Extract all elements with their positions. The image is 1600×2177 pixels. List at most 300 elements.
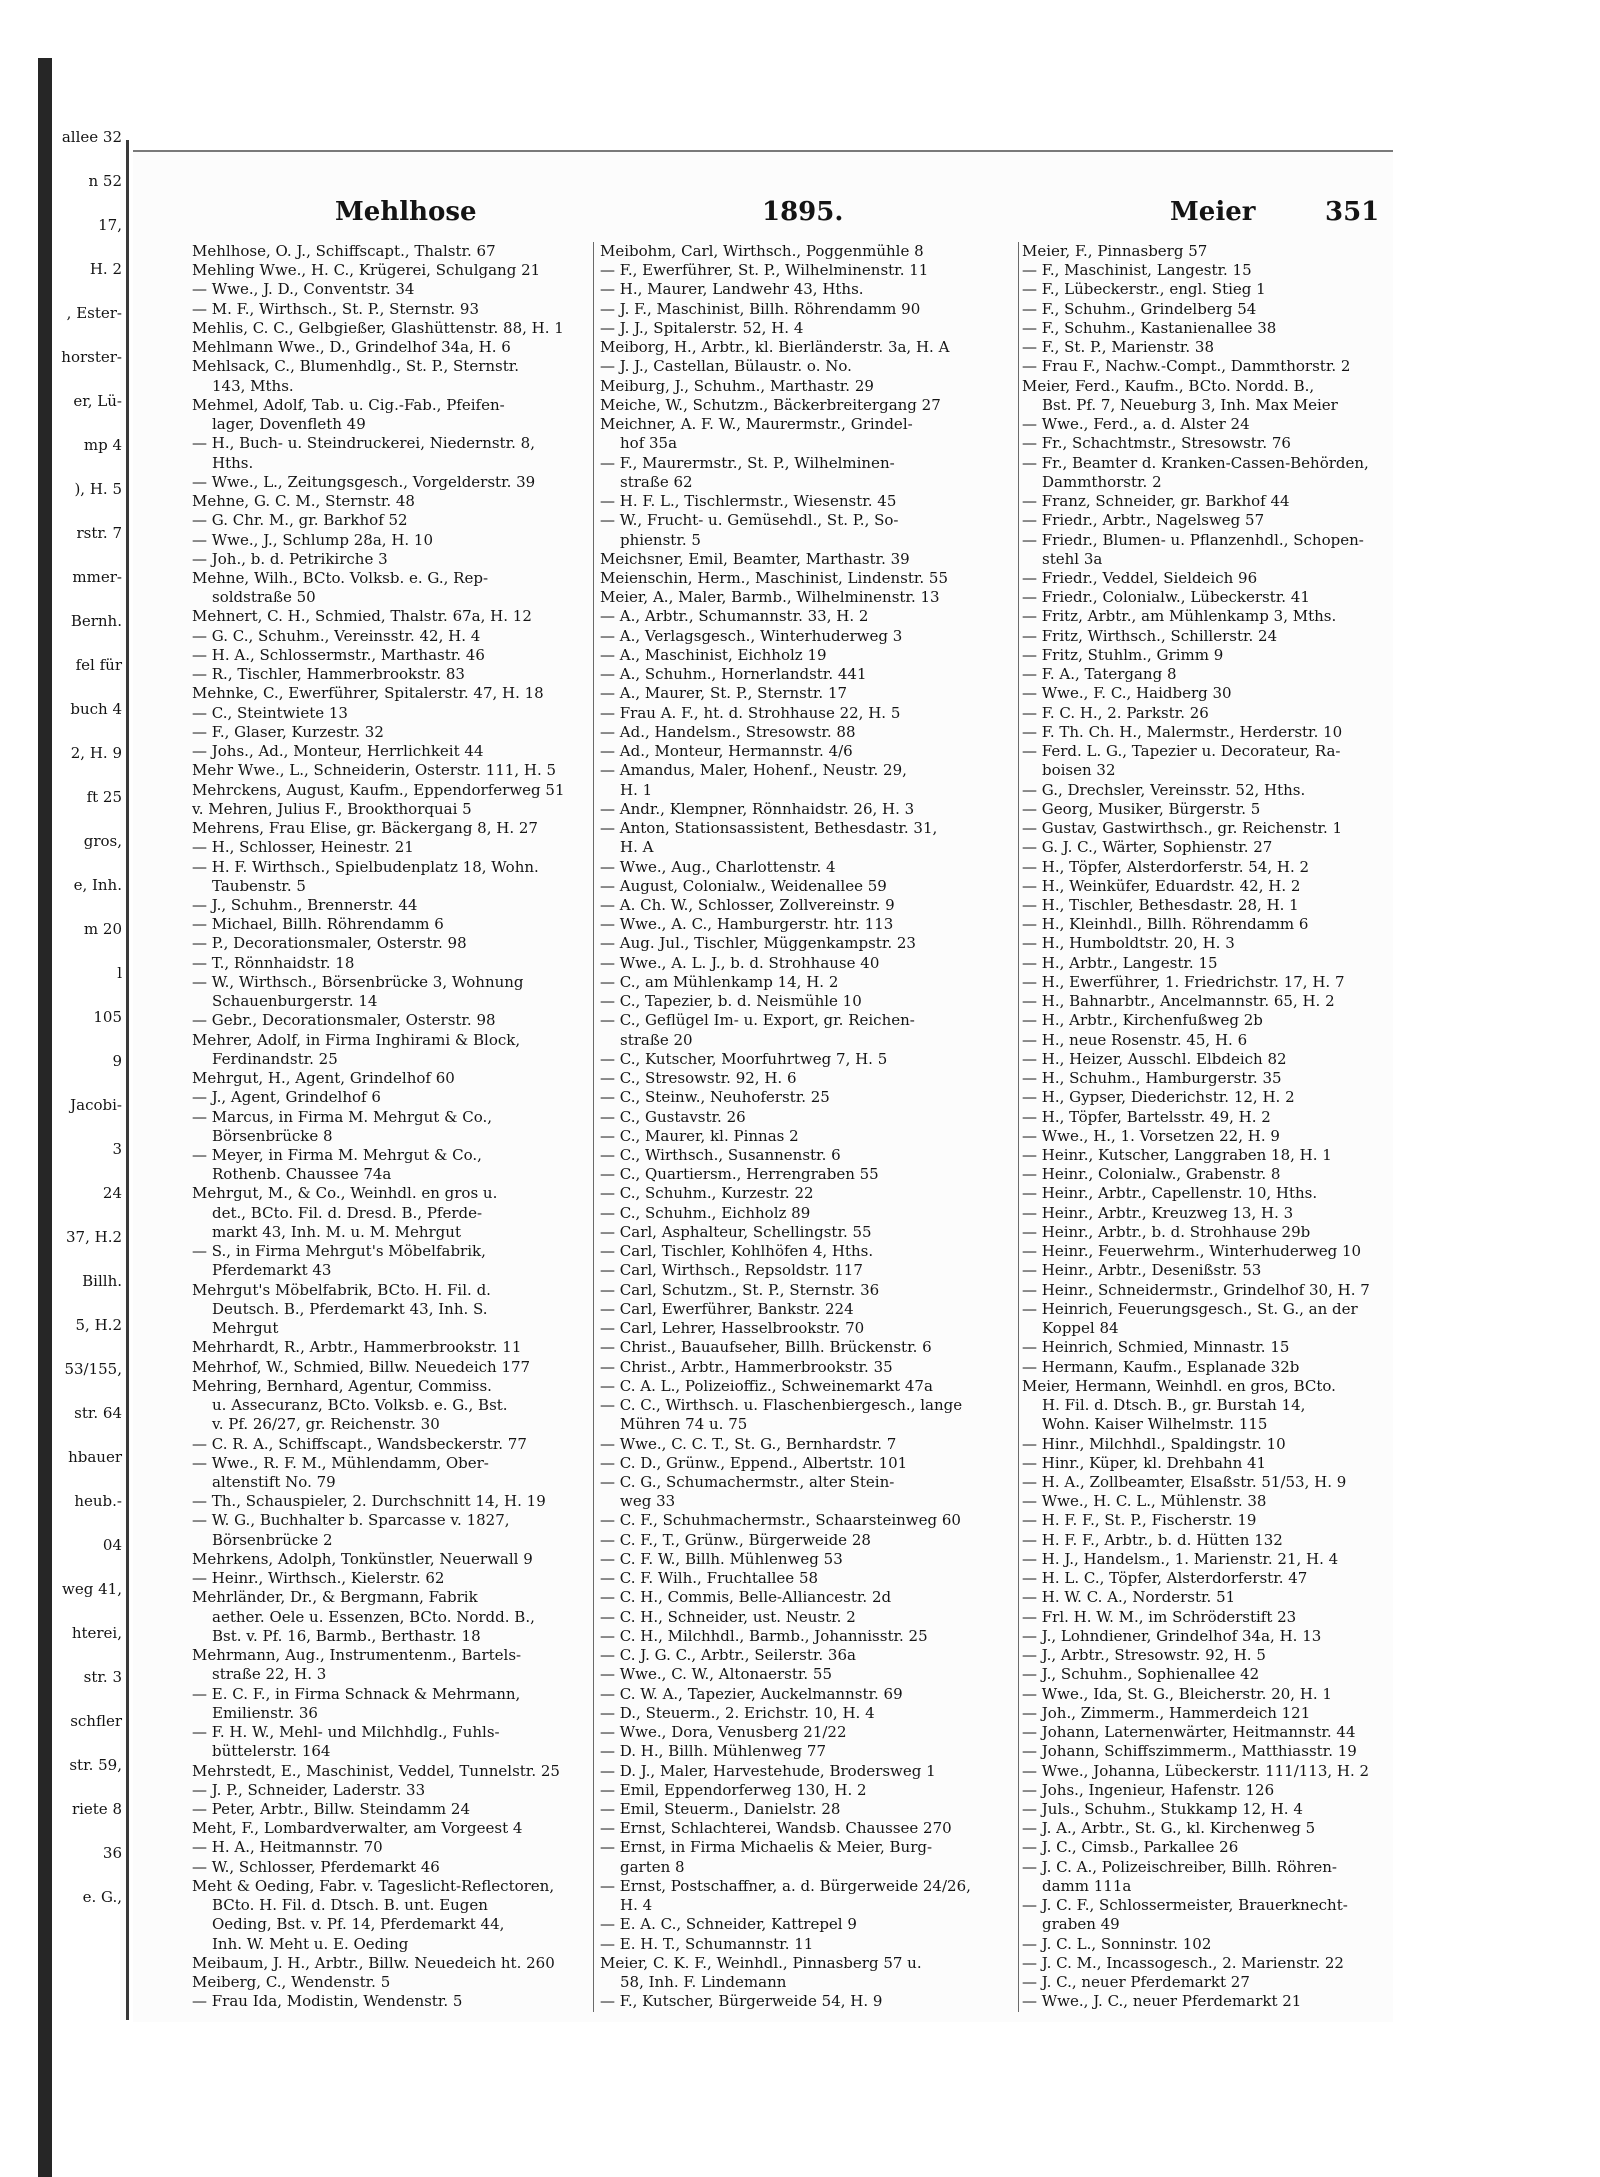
directory-entry: Meibaum, J. H., Arbtr., Billw. Neuedeich ht. 260 <box>192 1953 555 1972</box>
directory-entry: Mehrhof, W., Schmied, Billw. Neuedeich 177 <box>192 1357 531 1376</box>
directory-entry-continuation: altenstift No. 79 <box>212 1473 336 1491</box>
directory-entry: — Heinr., Wirthsch., Kielerstr. 62 <box>192 1569 445 1588</box>
directory-entry: — Wwe., C. C. T., St. G., Bernhardstr. 7 <box>600 1434 897 1453</box>
previous-page-fragment: schfler <box>70 1712 122 1730</box>
directory-entry: — F. C. H., 2. Parkstr. 26 <box>1022 703 1209 722</box>
running-head-left: Mehlhose <box>335 197 477 227</box>
directory-entry: — Juls., Schuhm., Stukkamp 12, H. 4 <box>1022 1799 1303 1818</box>
previous-page-fragment: er, Lü- <box>73 392 122 410</box>
directory-entry: — Wwe., Ida, St. G., Bleicherstr. 20, H. 1 <box>1022 1684 1332 1703</box>
directory-entry-continuation: Rothenb. Chaussee 74a <box>212 1165 392 1184</box>
directory-entry: — Wwe., F. C., Haidberg 30 <box>1022 684 1232 703</box>
directory-entry: — Hermann, Kaufm., Esplanade 32b <box>1022 1357 1300 1376</box>
directory-entry: — C. R. A., Schiffscapt., Wandsbeckerstr. 77 <box>192 1434 527 1453</box>
directory-entry: — J. C. L., Sonninstr. 102 <box>1022 1934 1212 1953</box>
directory-entry: — G., Drechsler, Vereinsstr. 52, Hths. <box>1022 780 1306 799</box>
directory-entry: — Friedr., Colonialw., Lübeckerstr. 41 <box>1022 588 1310 607</box>
directory-entry: — Carl, Wirthsch., Repsoldstr. 117 <box>600 1261 863 1280</box>
previous-page-fragment: 04 <box>102 1536 122 1554</box>
column-rule <box>593 242 594 2012</box>
directory-entry: — Aug. Jul., Tischler, Müggenkampstr. 23 <box>600 934 916 953</box>
directory-entry: Mehrkens, Adolph, Tonkünstler, Neuerwall 9 <box>192 1549 533 1568</box>
directory-entry: — Carl, Lehrer, Hasselbrookstr. 70 <box>600 1319 865 1338</box>
directory-entry-continuation: graben 49 <box>1042 1915 1120 1934</box>
directory-entry: — Emil, Steuerm., Danielstr. 28 <box>600 1799 841 1818</box>
directory-entry: — M. F., Wirthsch., St. P., Sternstr. 93 <box>192 299 479 318</box>
directory-entry: — H., Arbtr., Langestr. 15 <box>1022 953 1218 972</box>
directory-entry: — Ernst, Postschaffner, a. d. Bürgerweide 24/26, <box>600 1876 971 1895</box>
previous-page-fragment: m 20 <box>83 920 122 938</box>
directory-entry: — Ad., Handelsm., Stresowstr. 88 <box>600 722 856 741</box>
previous-page-fragment: 37, H.2 <box>65 1228 122 1246</box>
directory-entry: — C. F., Schuhmachermstr., Schaarsteinweg 60 <box>600 1511 961 1530</box>
directory-entry: — Wwe., J., Schlump 28a, H. 10 <box>192 530 434 549</box>
previous-page-fragment: ft 25 <box>86 788 122 806</box>
directory-entry: — Hinr., Küper, kl. Drehbahn 41 <box>1022 1453 1267 1472</box>
directory-entry: — D. H., Billh. Mühlenweg 77 <box>600 1742 826 1761</box>
running-head-year: 1895. <box>762 197 844 227</box>
directory-entry-continuation: det., BCto. Fil. d. Dresd. B., Pferde- <box>212 1203 483 1222</box>
previous-page-fragment: l <box>117 964 122 982</box>
directory-entry: — T., Rönnhaidstr. 18 <box>192 953 355 972</box>
directory-entry-continuation: soldstraße 50 <box>212 588 316 607</box>
directory-entry: — Frau F., Nachw.-Compt., Dammthorstr. 2 <box>1022 357 1351 376</box>
directory-entry: — Carl, Ewerführer, Bankstr. 224 <box>600 1299 854 1318</box>
directory-entry: — W., Frucht- u. Gemüsehdl., St. P., So- <box>600 511 899 530</box>
directory-entry: — J. A., Arbtr., St. G., kl. Kirchenweg 5 <box>1022 1819 1316 1838</box>
directory-entry: — D., Steuerm., 2. Erichstr. 10, H. 4 <box>600 1703 875 1722</box>
directory-entry-continuation: büttelerstr. 164 <box>212 1742 331 1761</box>
directory-entry: — H., Schuhm., Hamburgerstr. 35 <box>1022 1069 1282 1088</box>
directory-entry: Meier, F., Pinnasberg 57 <box>1022 242 1208 260</box>
previous-page-fragment: mp 4 <box>83 436 122 454</box>
directory-entry: — C. H., Milchhdl., Barmb., Johannisstr. 25 <box>600 1626 928 1645</box>
directory-entry-continuation: Hths. <box>212 453 254 472</box>
directory-entry: — F., Maurermstr., St. P., Wilhelminen- <box>600 453 895 472</box>
directory-entry: — H., Töpfer, Bartelsstr. 49, H. 2 <box>1022 1107 1271 1126</box>
previous-page-fragment: fel für <box>75 656 122 674</box>
directory-entry: — A., Maurer, St. P., Sternstr. 17 <box>600 684 848 703</box>
previous-page-fragment: Bernh. <box>70 612 122 630</box>
directory-entry: — Wwe., Ferd., a. d. Alster 24 <box>1022 415 1250 434</box>
directory-entry: — W., Schlosser, Pferdemarkt 46 <box>192 1857 440 1876</box>
directory-entry: — E. A. C., Schneider, Kattrepel 9 <box>600 1915 857 1934</box>
directory-entry: — G. Chr. M., gr. Barkhof 52 <box>192 511 408 530</box>
directory-entry: — C., Quartiersm., Herrengraben 55 <box>600 1165 879 1184</box>
directory-entry: — Joh., Zimmerm., Hammerdeich 121 <box>1022 1703 1311 1722</box>
directory-entry: Mehlsack, C., Blumenhdlg., St. P., Sternstr. <box>192 357 520 376</box>
directory-entry: Mehnke, C., Ewerführer, Spitalerstr. 47, H. 18 <box>192 684 544 703</box>
directory-entry: — F., Maschinist, Langestr. 15 <box>1022 261 1252 280</box>
directory-entry: Mehrmann, Aug., Instrumentenm., Bartels- <box>192 1646 522 1665</box>
directory-entry: — F., Lübeckerstr., engl. Stieg 1 <box>1022 280 1266 299</box>
directory-entry: — C. G., Schumachermstr., alter Stein- <box>600 1473 895 1491</box>
directory-entry: Mehrgut's Möbelfabrik, BCto. H. Fil. d. <box>192 1280 491 1299</box>
previous-page-fragment: rstr. 7 <box>76 524 122 542</box>
directory-entry: — Heinr., Colonialw., Grabenstr. 8 <box>1022 1165 1281 1184</box>
directory-entry: — Ernst, in Firma Michaelis & Meier, Burg- <box>600 1838 933 1857</box>
directory-entry: — H. L. C., Töpfer, Alsterdorferstr. 47 <box>1022 1569 1308 1588</box>
previous-page-fragment: heub.- <box>74 1492 122 1510</box>
directory-entry: — S., in Firma Mehrgut's Möbelfabrik, <box>192 1242 486 1261</box>
previous-page-fragment: 3 <box>112 1140 122 1158</box>
directory-entry: — Amandus, Maler, Hohenf., Neustr. 29, <box>600 761 907 780</box>
directory-entry: Mehrckens, August, Kaufm., Eppendorferweg 51 <box>192 780 565 799</box>
previous-page-fragment: 17, <box>98 216 122 234</box>
directory-entry: — Friedr., Blumen- u. Pflanzenhdl., Schopen- <box>1022 530 1364 549</box>
directory-entry: — F., Ewerführer, St. P., Wilhelminenstr. 11 <box>600 261 929 280</box>
directory-entry: Mehne, G. C. M., Sternstr. 48 <box>192 492 415 511</box>
directory-entry: — Frau Ida, Modistin, Wendenstr. 5 <box>192 1992 463 2011</box>
previous-page-fragment: e, Inh. <box>73 876 122 894</box>
directory-entry: — H., Weinküfer, Eduardstr. 42, H. 2 <box>1022 876 1301 895</box>
directory-entry: — A., Arbtr., Schumannstr. 33, H. 2 <box>600 607 869 626</box>
directory-entry: — Heinr., Schneidermstr., Grindelhof 30, H. 7 <box>1022 1280 1370 1299</box>
directory-entry: Meier, A., Maler, Barmb., Wilhelminenstr. 13 <box>600 588 940 607</box>
directory-entry-continuation: stehl 3a <box>1042 549 1103 568</box>
directory-entry: — Christ., Arbtr., Hammerbrookstr. 35 <box>600 1357 893 1376</box>
directory-entry: — Anton, Stationsassistent, Bethesdastr. 31, <box>600 819 938 838</box>
directory-entry: — E. H. T., Schumannstr. 11 <box>600 1934 814 1953</box>
directory-entry: — J. C., neuer Pferdemarkt 27 <box>1022 1973 1250 1992</box>
directory-entry: — H., Heizer, Ausschl. Elbdeich 82 <box>1022 1049 1287 1068</box>
directory-entry: — C., am Mühlenkamp 14, H. 2 <box>600 972 839 991</box>
directory-entry: — G. C., Schuhm., Vereinsstr. 42, H. 4 <box>192 626 481 645</box>
previous-page-fragment: str. 64 <box>74 1404 122 1422</box>
directory-entry: — C., Schuhm., Eichholz 89 <box>600 1203 811 1222</box>
book-binding-shadow <box>38 58 52 2177</box>
directory-entry: — C., Steintwiete 13 <box>192 703 348 722</box>
directory-entry: Mehr Wwe., L., Schneiderin, Osterstr. 111, H. 5 <box>192 761 557 780</box>
directory-entry-continuation: 58, Inh. F. Lindemann <box>620 1973 787 1992</box>
directory-entry: — Marcus, in Firma M. Mehrgut & Co., <box>192 1107 492 1126</box>
directory-entry-continuation: straße 20 <box>620 1030 693 1049</box>
directory-entry: — Carl, Asphalteur, Schellingstr. 55 <box>600 1222 872 1241</box>
directory-entry: — C. F., T., Grünw., Bürgerweide 28 <box>600 1530 871 1549</box>
previous-page-fragment: , Ester- <box>66 304 122 322</box>
directory-entry: Meier, Ferd., Kaufm., BCto. Nordd. B., <box>1022 376 1315 395</box>
directory-entry: — J. C. A., Polizeischreiber, Billh. Röhren- <box>1022 1857 1337 1876</box>
directory-entry: — F., Schuhm., Grindelberg 54 <box>1022 299 1257 318</box>
directory-entry: — H. F. F., St. P., Fischerstr. 19 <box>1022 1511 1257 1530</box>
directory-entry: — H., Schlosser, Heinestr. 21 <box>192 838 414 857</box>
directory-entry-continuation: Emilienstr. 36 <box>212 1703 318 1722</box>
previous-page-fragment: str. 3 <box>83 1668 122 1686</box>
directory-entry: — Friedr., Arbtr., Nagelsweg 57 <box>1022 511 1265 530</box>
directory-entry-continuation: Inh. W. Meht u. E. Oeding <box>212 1934 409 1953</box>
previous-page-fragment: str. 59, <box>69 1756 122 1774</box>
directory-entry: — Georg, Musiker, Bürgerstr. 5 <box>1022 799 1261 818</box>
directory-entry-continuation: H. 4 <box>620 1896 653 1915</box>
directory-entry: — F. H. W., Mehl- und Milchhdlg., Fuhls- <box>192 1723 500 1742</box>
directory-column-1 <box>192 242 588 2012</box>
previous-page-fragment: buch 4 <box>70 700 122 718</box>
directory-entry-continuation: boisen 32 <box>1042 761 1116 780</box>
directory-entry-continuation: 143, Mths. <box>212 376 294 395</box>
directory-entry: — C. C., Wirthsch. u. Flaschenbiergesch., lange <box>600 1396 963 1415</box>
directory-entry: Mehlhose, O. J., Schiffscapt., Thalstr. 67 <box>192 242 496 260</box>
previous-page-fragment: allee 32 <box>61 128 122 146</box>
previous-page-fragment: Billh. <box>82 1272 122 1290</box>
directory-entry: Meier, Hermann, Weinhdl. en gros, BCto. <box>1022 1376 1336 1395</box>
previous-page-fragment: hbauer <box>68 1448 122 1466</box>
directory-entry: — C., Kutscher, Moorfuhrtweg 7, H. 5 <box>600 1049 888 1068</box>
directory-entry: — Wwe., Johanna, Lübeckerstr. 111/113, H. 2 <box>1022 1761 1370 1780</box>
directory-entry: — Joh., b. d. Petrikirche 3 <box>192 549 388 568</box>
directory-entry: Mehring, Bernhard, Agentur, Commiss. <box>192 1376 492 1395</box>
directory-entry: Meichsner, Emil, Beamter, Marthastr. 39 <box>600 549 910 568</box>
directory-entry: Mehrgut, M., & Co., Weinhdl. en gros u. <box>192 1184 498 1203</box>
directory-entry: Mehlis, C. C., Gelbgießer, Glashüttenstr. 88, H. 1 <box>192 318 564 337</box>
directory-entry: — F., St. P., Marienstr. 38 <box>1022 338 1215 357</box>
directory-entry-continuation: Schauenburgerstr. 14 <box>212 992 378 1011</box>
directory-entry: — H., Gypser, Diederichstr. 12, H. 2 <box>1022 1088 1295 1107</box>
directory-entry: — Frl. H. W. M., im Schröderstift 23 <box>1022 1607 1297 1626</box>
directory-entry: Mehrstedt, E., Maschinist, Veddel, Tunnelstr. 25 <box>192 1761 560 1780</box>
directory-entry: — Christ., Bauaufseher, Billh. Brückenstr. 6 <box>600 1338 932 1357</box>
directory-entry: — C., Maurer, kl. Pinnas 2 <box>600 1126 799 1145</box>
directory-entry: — C., Stresowstr. 92, H. 6 <box>600 1069 797 1088</box>
directory-entry: — Th., Schauspieler, 2. Durchschnitt 14, H. 19 <box>192 1492 546 1511</box>
directory-entry: — Fr., Schachtmstr., Stresowstr. 76 <box>1022 434 1291 453</box>
directory-entry: — Heinr., Arbtr., Kreuzweg 13, H. 3 <box>1022 1203 1294 1222</box>
directory-entry: — F., Glaser, Kurzestr. 32 <box>192 722 384 741</box>
previous-page-fragment: 105 <box>93 1008 122 1026</box>
directory-entry: — C., Schuhm., Kurzestr. 22 <box>600 1184 814 1203</box>
directory-entry: — Gustav, Gastwirthsch., gr. Reichenstr. 1 <box>1022 819 1343 838</box>
directory-entry-continuation: Bst. v. Pf. 16, Barmb., Berthastr. 18 <box>212 1626 481 1645</box>
directory-entry: — W. G., Buchhalter b. Sparcasse v. 1827, <box>192 1511 510 1530</box>
directory-entry: — Hinr., Milchhdl., Spaldingstr. 10 <box>1022 1434 1286 1453</box>
directory-entry-continuation: Wohn. Kaiser Wilhelmstr. 115 <box>1042 1415 1268 1434</box>
directory-entry: — H., Maurer, Landwehr 43, Hths. <box>600 280 864 299</box>
directory-entry-continuation: aether. Oele u. Essenzen, BCto. Nordd. B., <box>212 1607 535 1626</box>
directory-entry: — Friedr., Veddel, Sieldeich 96 <box>1022 568 1258 587</box>
directory-entry: Meiborg, H., Arbtr., kl. Bierländerstr. 3a, H. A <box>600 338 950 357</box>
directory-entry-continuation: phienstr. 5 <box>620 530 701 549</box>
page-gutter <box>126 140 129 2020</box>
directory-entry-continuation: Bst. Pf. 7, Neueburg 3, Inh. Max Meier <box>1042 395 1338 414</box>
directory-entry-continuation: Mehrgut <box>212 1319 279 1338</box>
directory-entry: — J. C. M., Incassogesch., 2. Marienstr. 22 <box>1022 1953 1344 1972</box>
directory-entry: — Wwe., A. L. J., b. d. Strohhause 40 <box>600 953 880 972</box>
directory-entry: — A. Ch. W., Schlosser, Zollvereinstr. 9 <box>600 895 895 914</box>
previous-page-fragment: Jacobi- <box>70 1096 122 1114</box>
directory-entry: Mehrländer, Dr., & Bergmann, Fabrik <box>192 1588 478 1607</box>
directory-entry: — C., Gustavstr. 26 <box>600 1107 746 1126</box>
directory-entry: — H., Bahnarbtr., Ancelmannstr. 65, H. 2 <box>1022 992 1335 1011</box>
directory-entry: Mehrgut, H., Agent, Grindelhof 60 <box>192 1069 455 1088</box>
directory-entry: — J. J., Castellan, Bülaustr. o. No. <box>600 357 852 376</box>
directory-entry-continuation: hof 35a <box>620 434 678 453</box>
directory-entry-continuation: Pferdemarkt 43 <box>212 1261 332 1280</box>
directory-entry: — J., Schuhm., Sophienallee 42 <box>1022 1665 1260 1684</box>
previous-page-fragment: 5, H.2 <box>75 1316 122 1334</box>
directory-entry: — Heinr., Arbtr., Capellenstr. 10, Hths. <box>1022 1184 1318 1203</box>
directory-entry: — J. F., Maschinist, Billh. Röhrendamm 90 <box>600 299 921 318</box>
directory-entry: — Wwe., H., 1. Vorsetzen 22, H. 9 <box>1022 1126 1280 1145</box>
directory-entry: — H. F. L., Tischlermstr., Wiesenstr. 45 <box>600 492 897 511</box>
directory-entry: — A., Maschinist, Eichholz 19 <box>600 645 827 664</box>
directory-entry-continuation: Börsenbrücke 2 <box>212 1530 333 1549</box>
directory-column-2 <box>600 242 1014 2012</box>
directory-entry: Mehmel, Adolf, Tab. u. Cig.-Fab., Pfeifen- <box>192 395 505 414</box>
directory-entry: — C. H., Schneider, ust. Neustr. 2 <box>600 1607 856 1626</box>
directory-entry: — Wwe., R. F. M., Mühlendamm, Ober- <box>192 1453 489 1472</box>
directory-entry: — H. J., Handelsm., 1. Marienstr. 21, H. 4 <box>1022 1549 1339 1568</box>
directory-entry: — C., Geflügel Im- u. Export, gr. Reichen- <box>600 1011 915 1030</box>
directory-entry: — H. F. F., Arbtr., b. d. Hütten 132 <box>1022 1530 1283 1549</box>
directory-entry: — Carl, Schutzm., St. P., Sternstr. 36 <box>600 1280 880 1299</box>
directory-entry-continuation: Dammthorstr. 2 <box>1042 472 1162 491</box>
directory-entry: Meienschin, Herm., Maschinist, Lindenstr. 55 <box>600 568 948 587</box>
directory-entry: Meichner, A. F. W., Maurermstr., Grindel- <box>600 415 913 434</box>
directory-entry: Mehnert, C. H., Schmied, Thalstr. 67a, H. 12 <box>192 607 532 626</box>
directory-entry: — H. W. C. A., Norderstr. 51 <box>1022 1588 1236 1607</box>
directory-entry: — Heinr., Arbtr., b. d. Strohhause 29b <box>1022 1222 1311 1241</box>
directory-entry: — C. F. Wilh., Fruchtallee 58 <box>600 1569 819 1588</box>
directory-entry: Meiberg, C., Wendenstr. 5 <box>192 1973 391 1992</box>
previous-page-fragment: riete 8 <box>71 1800 122 1818</box>
directory-entry-continuation: markt 43, Inh. M. u. M. Mehrgut <box>212 1222 461 1241</box>
directory-entry: — J., Schuhm., Brennerstr. 44 <box>192 895 418 914</box>
directory-entry: — J. J., Spitalerstr. 52, H. 4 <box>600 318 804 337</box>
directory-entry: — H., Tischler, Bethesdastr. 28, H. 1 <box>1022 895 1299 914</box>
directory-entry: — Frau A. F., ht. d. Strohhause 22, H. 5 <box>600 703 901 722</box>
previous-page-fragment: 53/155, <box>64 1360 122 1378</box>
previous-page-fragment: n 52 <box>88 172 122 190</box>
previous-page-fragment: 24 <box>102 1184 122 1202</box>
directory-entry-continuation: Mühren 74 u. 75 <box>620 1415 748 1434</box>
directory-entry: — Wwe., L., Zeitungsgesch., Vorgelderstr. 39 <box>192 472 536 491</box>
directory-entry-continuation: damm 111a <box>1042 1876 1132 1895</box>
directory-entry: — H., Kleinhdl., Billh. Röhrendamm 6 <box>1022 915 1309 934</box>
directory-entry: — Wwe., Aug., Charlottenstr. 4 <box>600 857 836 876</box>
directory-entry: Mehne, Wilh., BCto. Volksb. e. G., Rep- <box>192 568 489 587</box>
directory-entry-continuation: v. Pf. 26/27, gr. Reichenstr. 30 <box>212 1415 440 1434</box>
directory-entry: Meht, F., Lombardverwalter, am Vorgeest 4 <box>192 1819 523 1838</box>
directory-entry: Meht & Oeding, Fabr. v. Tageslicht-Reflectoren, <box>192 1876 555 1895</box>
directory-entry: — C., Tapezier, b. d. Neismühle 10 <box>600 992 862 1011</box>
directory-entry: — Wwe., A. C., Hamburgerstr. htr. 113 <box>600 915 894 934</box>
previous-page-fragment: hterei, <box>71 1624 122 1642</box>
directory-entry: — F., Kutscher, Bürgerweide 54, H. 9 <box>600 1992 883 2011</box>
directory-entry-continuation: Koppel 84 <box>1042 1319 1119 1338</box>
previous-page-fragment: weg 41, <box>62 1580 122 1598</box>
previous-page-fragment: e. G., <box>82 1888 122 1906</box>
directory-entry: — H. F. Wirthsch., Spielbudenplatz 18, Wohn. <box>192 857 539 876</box>
directory-entry: — Carl, Tischler, Kohlhöfen 4, Hths. <box>600 1242 874 1261</box>
directory-entry: v. Mehren, Julius F., Brookthorquai 5 <box>192 799 472 818</box>
directory-entry: Mehlmann Wwe., D., Grindelhof 34a, H. 6 <box>192 338 511 357</box>
directory-entry-continuation: straße 22, H. 3 <box>212 1665 327 1684</box>
directory-entry: — J., Arbtr., Stresowstr. 92, H. 5 <box>1022 1646 1266 1665</box>
directory-entry: — G. J. C., Wärter, Sophienstr. 27 <box>1022 838 1273 857</box>
directory-entry-continuation: H. 1 <box>620 780 653 799</box>
directory-entry: — W., Wirthsch., Börsenbrücke 3, Wohnung <box>192 972 524 991</box>
directory-entry: — J. C. F., Schlossermeister, Brauerknecht- <box>1022 1896 1348 1915</box>
directory-entry: — Wwe., C. W., Altonaerstr. 55 <box>600 1665 832 1684</box>
directory-entry: — H., Arbtr., Kirchenfußweg 2b <box>1022 1011 1263 1030</box>
directory-entry: — H., neue Rosenstr. 45, H. 6 <box>1022 1030 1248 1049</box>
directory-entry: — H., Buch- u. Steindruckerei, Niedernstr. 8, <box>192 434 535 453</box>
directory-entry: — F., Schuhm., Kastanienallee 38 <box>1022 318 1277 337</box>
directory-entry-continuation: Börsenbrücke 8 <box>212 1126 333 1145</box>
previous-page-fragment: H. 2 <box>89 260 122 278</box>
directory-entry: — Johann, Schiffszimmerm., Matthiasstr. 19 <box>1022 1742 1357 1761</box>
directory-entry: Meibohm, Carl, Wirthsch., Poggenmühle 8 <box>600 242 924 260</box>
directory-entry-continuation: u. Assecuranz, BCto. Volksb. e. G., Bst. <box>212 1396 508 1415</box>
previous-page-fragment: horster- <box>61 348 122 366</box>
previous-page-fragment: 2, H. 9 <box>70 744 122 762</box>
directory-entry: — Ernst, Schlachterei, Wandsb. Chaussee 270 <box>600 1819 952 1838</box>
directory-entry: Mehrens, Frau Elise, gr. Bäckergang 8, H. 27 <box>192 819 538 838</box>
directory-entry: — P., Decorationsmaler, Osterstr. 98 <box>192 934 467 953</box>
directory-entry: — H. A., Heitmannstr. 70 <box>192 1838 383 1857</box>
directory-entry: — Johann, Laternenwärter, Heitmannstr. 44 <box>1022 1723 1356 1742</box>
page-number: 351 <box>1325 197 1380 227</box>
directory-entry: Mehrhardt, R., Arbtr., Hammerbrookstr. 11 <box>192 1338 522 1357</box>
previous-page-fragment: mmer- <box>72 568 122 586</box>
directory-entry: — C. J. G. C., Arbtr., Seilerstr. 36a <box>600 1646 856 1665</box>
directory-entry: — C., Steinw., Neuhoferstr. 25 <box>600 1088 830 1107</box>
directory-entry: — Heinr., Arbtr., Desenißstr. 53 <box>1022 1261 1262 1280</box>
directory-entry: — Wwe., H. C. L., Mühlenstr. 38 <box>1022 1492 1267 1511</box>
directory-entry: — Johs., Ingenieur, Hafenstr. 126 <box>1022 1780 1275 1799</box>
directory-entry: — A., Verlagsgesch., Winterhuderweg 3 <box>600 626 903 645</box>
directory-entry: — Wwe., J. D., Conventstr. 34 <box>192 280 415 299</box>
directory-entry: — C. W. A., Tapezier, Auckelmannstr. 69 <box>600 1684 903 1703</box>
directory-entry: — H., Ewerführer, 1. Friedrichstr. 17, H. 7 <box>1022 972 1345 991</box>
directory-entry-continuation: Oeding, Bst. v. Pf. 14, Pferdemarkt 44, <box>212 1915 505 1934</box>
previous-page-fragment: 9 <box>112 1052 122 1070</box>
directory-entry: — Gebr., Decorationsmaler, Osterstr. 98 <box>192 1011 496 1030</box>
directory-entry: Mehrer, Adolf, in Firma Inghirami & Block, <box>192 1030 521 1049</box>
directory-entry-continuation: Ferdinandstr. 25 <box>212 1049 338 1068</box>
directory-entry-continuation: Taubenstr. 5 <box>212 876 306 895</box>
directory-entry: — C. F. W., Billh. Mühlenweg 53 <box>600 1549 843 1568</box>
directory-entry-continuation: BCto. H. Fil. d. Dtsch. B. unt. Eugen <box>212 1896 488 1915</box>
directory-entry: — Michael, Billh. Röhrendamm 6 <box>192 915 444 934</box>
directory-entry-continuation: H. Fil. d. Dtsch. B., gr. Burstah 14, <box>1042 1396 1306 1415</box>
directory-entry: — Franz, Schneider, gr. Barkhof 44 <box>1022 492 1290 511</box>
directory-entry: — C. H., Commis, Belle-Alliancestr. 2d <box>600 1588 892 1607</box>
directory-entry-continuation: weg 33 <box>620 1492 676 1511</box>
directory-column-3 <box>1022 242 1394 2012</box>
directory-entry: Mehling Wwe., H. C., Krügerei, Schulgang 21 <box>192 261 541 280</box>
directory-entry-continuation: garten 8 <box>620 1857 685 1876</box>
directory-entry: — Heinrich, Schmied, Minnastr. 15 <box>1022 1338 1290 1357</box>
directory-entry: — Fr., Beamter d. Kranken-Cassen-Behörden, <box>1022 453 1369 472</box>
directory-entry: — F. Th. Ch. H., Malermstr., Herderstr. 10 <box>1022 722 1343 741</box>
column-rule <box>1018 242 1019 2012</box>
running-head-right: Meier <box>1170 197 1256 227</box>
directory-entry: — J. C., Cimsb., Parkallee 26 <box>1022 1838 1239 1857</box>
directory-entry: — A., Schuhm., Hornerlandstr. 441 <box>600 665 867 684</box>
directory-entry-continuation: lager, Dovenfleth 49 <box>212 415 366 434</box>
directory-entry: — Andr., Klempner, Rönnhaidstr. 26, H. 3 <box>600 799 915 818</box>
directory-entry: — Heinr., Kutscher, Langgraben 18, H. 1 <box>1022 1146 1332 1165</box>
directory-entry: — Fritz, Wirthsch., Schillerstr. 24 <box>1022 626 1278 645</box>
directory-entry-continuation: H. A <box>620 838 654 857</box>
directory-entry: — H., Humboldtstr. 20, H. 3 <box>1022 934 1235 953</box>
directory-entry: — J. P., Schneider, Laderstr. 33 <box>192 1780 426 1799</box>
directory-entry: — R., Tischler, Hammerbrookstr. 83 <box>192 665 465 684</box>
directory-entry: — Wwe., J. C., neuer Pferdemarkt 21 <box>1022 1992 1302 2011</box>
directory-entry-continuation: Deutsch. B., Pferdemarkt 43, Inh. S. <box>212 1299 488 1318</box>
directory-entry: — August, Colonialw., Weidenallee 59 <box>600 876 887 895</box>
directory-entry: — Wwe., Dora, Venusberg 21/22 <box>600 1723 847 1742</box>
